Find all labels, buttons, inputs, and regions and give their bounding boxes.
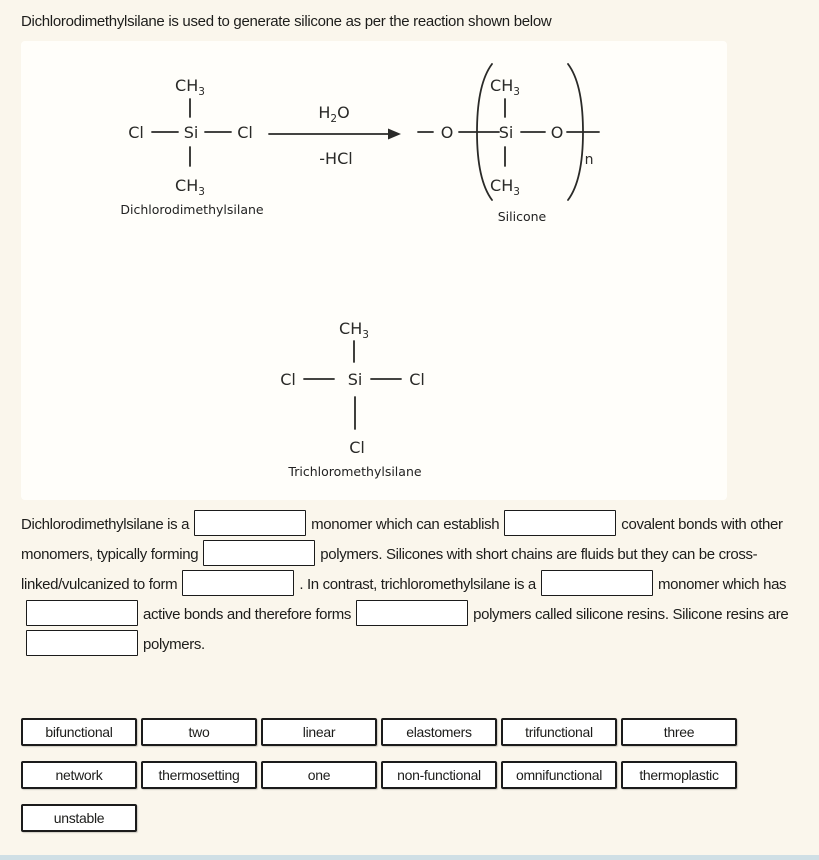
reaction-diagram-card xyxy=(21,41,727,500)
trichloromethylsilane-name-label: Trichloromethylsilane xyxy=(288,464,422,479)
question-text: polymers called silicone resins. Silicone resins are xyxy=(473,606,789,623)
answer-options xyxy=(21,718,745,832)
question-text: monomer which can establish xyxy=(311,516,500,533)
answer-blank-1[interactable] xyxy=(194,510,306,536)
question-text: active bonds and therefore forms xyxy=(143,606,352,623)
option-unstable[interactable]: unstable xyxy=(21,804,137,832)
option-linear[interactable]: linear xyxy=(261,718,377,746)
reactant-structure xyxy=(120,76,264,217)
option-trifunctional[interactable]: trifunctional xyxy=(501,718,617,746)
chlorine-right-label: Cl xyxy=(237,123,253,142)
reactant-name-label: Dichlorodimethylsilane xyxy=(120,202,264,217)
option-bifunctional[interactable]: bifunctional xyxy=(21,718,137,746)
silicon-label: Si xyxy=(498,123,514,142)
option-elastomers[interactable]: elastomers xyxy=(381,718,497,746)
answer-blank-5[interactable] xyxy=(541,570,653,596)
chlorine-right-label: Cl xyxy=(409,370,425,389)
answer-blank-2[interactable] xyxy=(504,510,616,536)
reaction-arrow xyxy=(269,103,401,168)
answer-blank-3[interactable] xyxy=(203,540,315,566)
answer-blank-7[interactable] xyxy=(356,600,468,626)
silicon-label: Si xyxy=(347,370,363,389)
question-text: covalent bonds with other monomers, typically forming xyxy=(21,516,783,563)
page-title: Dichlorodimethylsilane is used to generate silicone as per the reaction shown below xyxy=(21,13,552,30)
question-text: monomer which has xyxy=(657,576,787,593)
methyl-bottom-label: $CH_3$ xyxy=(175,176,205,198)
methyl-top-label: $CH_3$ xyxy=(339,319,369,341)
question-text: polymers. xyxy=(143,636,205,653)
oxygen-right-label: O xyxy=(550,123,564,142)
methyl-top-label: $CH_3$ xyxy=(490,76,520,98)
chlorine-bottom-label: Cl xyxy=(349,438,365,457)
question-text: polymers. Silicones with short chains are fluids but they can be cross-linked/vulcanized to form xyxy=(21,546,758,593)
option-three[interactable]: three xyxy=(621,718,737,746)
product-structure xyxy=(418,64,599,224)
answer-blank-8[interactable] xyxy=(26,630,138,656)
option-two[interactable]: two xyxy=(141,718,257,746)
chlorine-left-label: Cl xyxy=(128,123,144,142)
water-label: $H_2O$ xyxy=(318,103,350,125)
option-omnifunctional[interactable]: omnifunctional xyxy=(501,761,617,789)
reaction-diagram xyxy=(21,41,727,500)
silicon-label: Si xyxy=(183,123,199,142)
option-network[interactable]: network xyxy=(21,761,137,789)
oxygen-left-label: O xyxy=(440,123,454,142)
product-name-label: Silicone xyxy=(497,209,547,224)
option-thermosetting[interactable]: thermosetting xyxy=(141,761,257,789)
option-non-functional[interactable]: non-functional xyxy=(381,761,497,789)
repeat-unit-n-label: n xyxy=(584,152,594,168)
question-paragraph xyxy=(21,510,813,660)
answer-blank-4[interactable] xyxy=(182,570,294,596)
methyl-bottom-label: $CH_3$ xyxy=(490,176,520,198)
question-text: Dichlorodimethylsilane is a xyxy=(21,516,190,533)
trichloromethylsilane-structure xyxy=(280,319,425,479)
question-text: . In contrast, trichloromethylsilane is a xyxy=(299,576,536,593)
methyl-top-label: $CH_3$ xyxy=(175,76,205,98)
option-one[interactable]: one xyxy=(261,761,377,789)
option-thermoplastic[interactable]: thermoplastic xyxy=(621,761,737,789)
hcl-loss-label: -HCl xyxy=(319,149,353,168)
answer-blank-6[interactable] xyxy=(26,600,138,626)
chlorine-left-label: Cl xyxy=(280,370,296,389)
arrow-head xyxy=(388,129,401,140)
